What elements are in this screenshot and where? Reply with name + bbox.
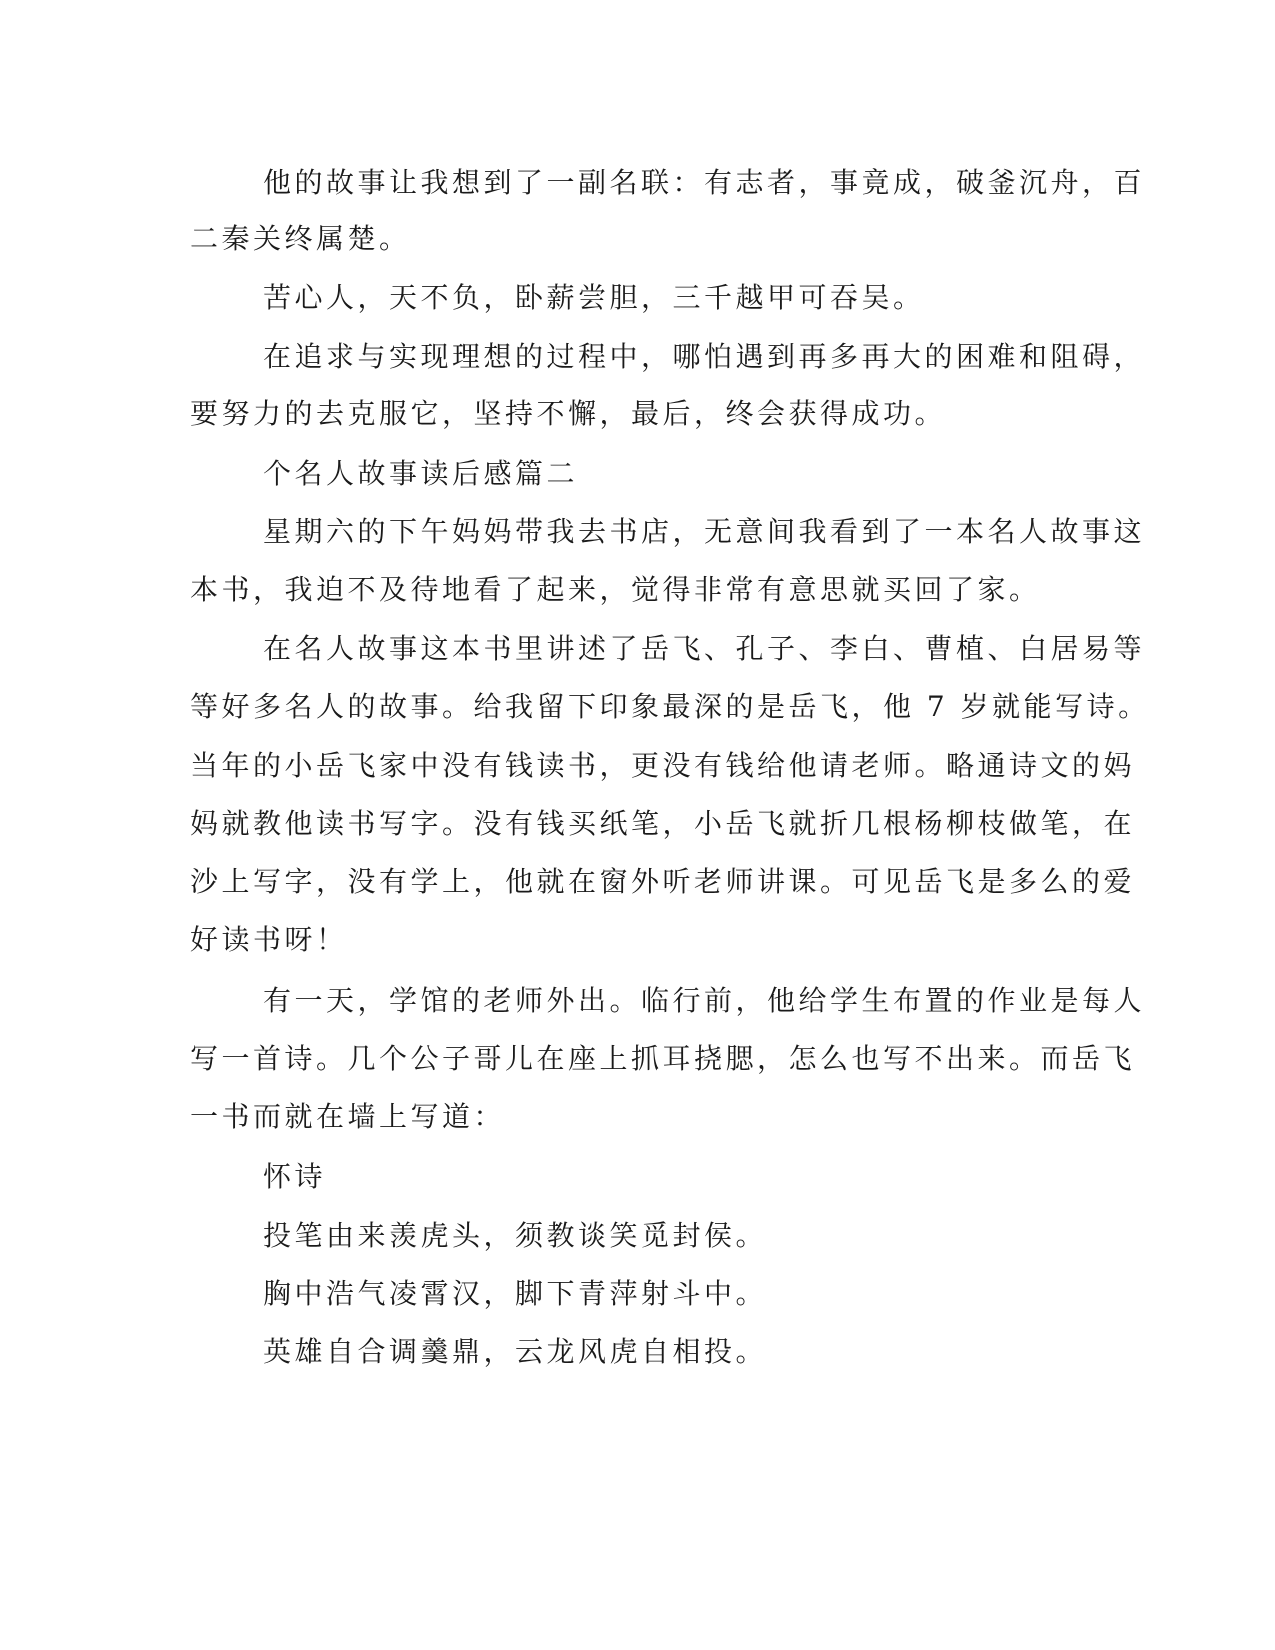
paragraph-line: 星期六的下午妈妈带我去书店，无意间我看到了一本名人故事这	[263, 515, 1146, 548]
paragraph-line: 在名人故事这本书里讲述了岳飞、孔子、李白、曹植、白居易等	[263, 632, 1146, 665]
paragraph-line: 沙上写字，没有学上，他就在窗外听老师讲课。可见岳飞是多么的爱	[190, 865, 1136, 898]
paragraph-line: 一书而就在墙上写道：	[190, 1100, 506, 1133]
paragraph-line: 他的故事让我想到了一副名联：有志者，事竟成，破釜沉舟，百	[263, 166, 1146, 199]
poem-line: 投笔由来羡虎头，须教谈笑觅封侯。	[263, 1219, 768, 1252]
paragraph-line: 有一天，学馆的老师外出。临行前，他给学生布置的作业是每人	[263, 984, 1146, 1017]
poem-title: 怀诗	[263, 1160, 327, 1193]
paragraph-line: 当年的小岳飞家中没有钱读书，更没有钱给他请老师。略通诗文的妈	[190, 749, 1136, 782]
paragraph-line: 好读书呀！	[190, 923, 348, 956]
paragraph-line: 要努力的去克服它，坚持不懈，最后，终会获得成功。	[190, 397, 947, 430]
paragraph-line: 本书，我迫不及待地看了起来，觉得非常有意思就买回了家。	[190, 573, 1041, 606]
paragraph-line: 写一首诗。几个公子哥儿在座上抓耳挠腮，怎么也写不出来。而岳飞	[190, 1042, 1136, 1075]
paragraph-line: 在追求与实现理想的过程中，哪怕遇到再多再大的困难和阻碍，	[263, 340, 1146, 373]
poem-line: 英雄自合调羹鼎，云龙风虎自相投。	[263, 1335, 768, 1368]
poem-line: 胸中浩气凌霄汉，脚下青萍射斗中。	[263, 1277, 768, 1310]
paragraph-line: 妈就教他读书写字。没有钱买纸笔，小岳飞就折几根杨柳枝做笔，在	[190, 807, 1136, 840]
paragraph-line: 等好多名人的故事。给我留下印象最深的是岳飞，他 7 岁就能写诗。	[190, 690, 1150, 723]
section-heading: 个名人故事读后感篇二	[263, 457, 579, 490]
paragraph-line: 二秦关终属楚。	[190, 222, 411, 255]
paragraph-line: 苦心人，天不负，卧薪尝胆，三千越甲可吞吴。	[263, 281, 925, 314]
